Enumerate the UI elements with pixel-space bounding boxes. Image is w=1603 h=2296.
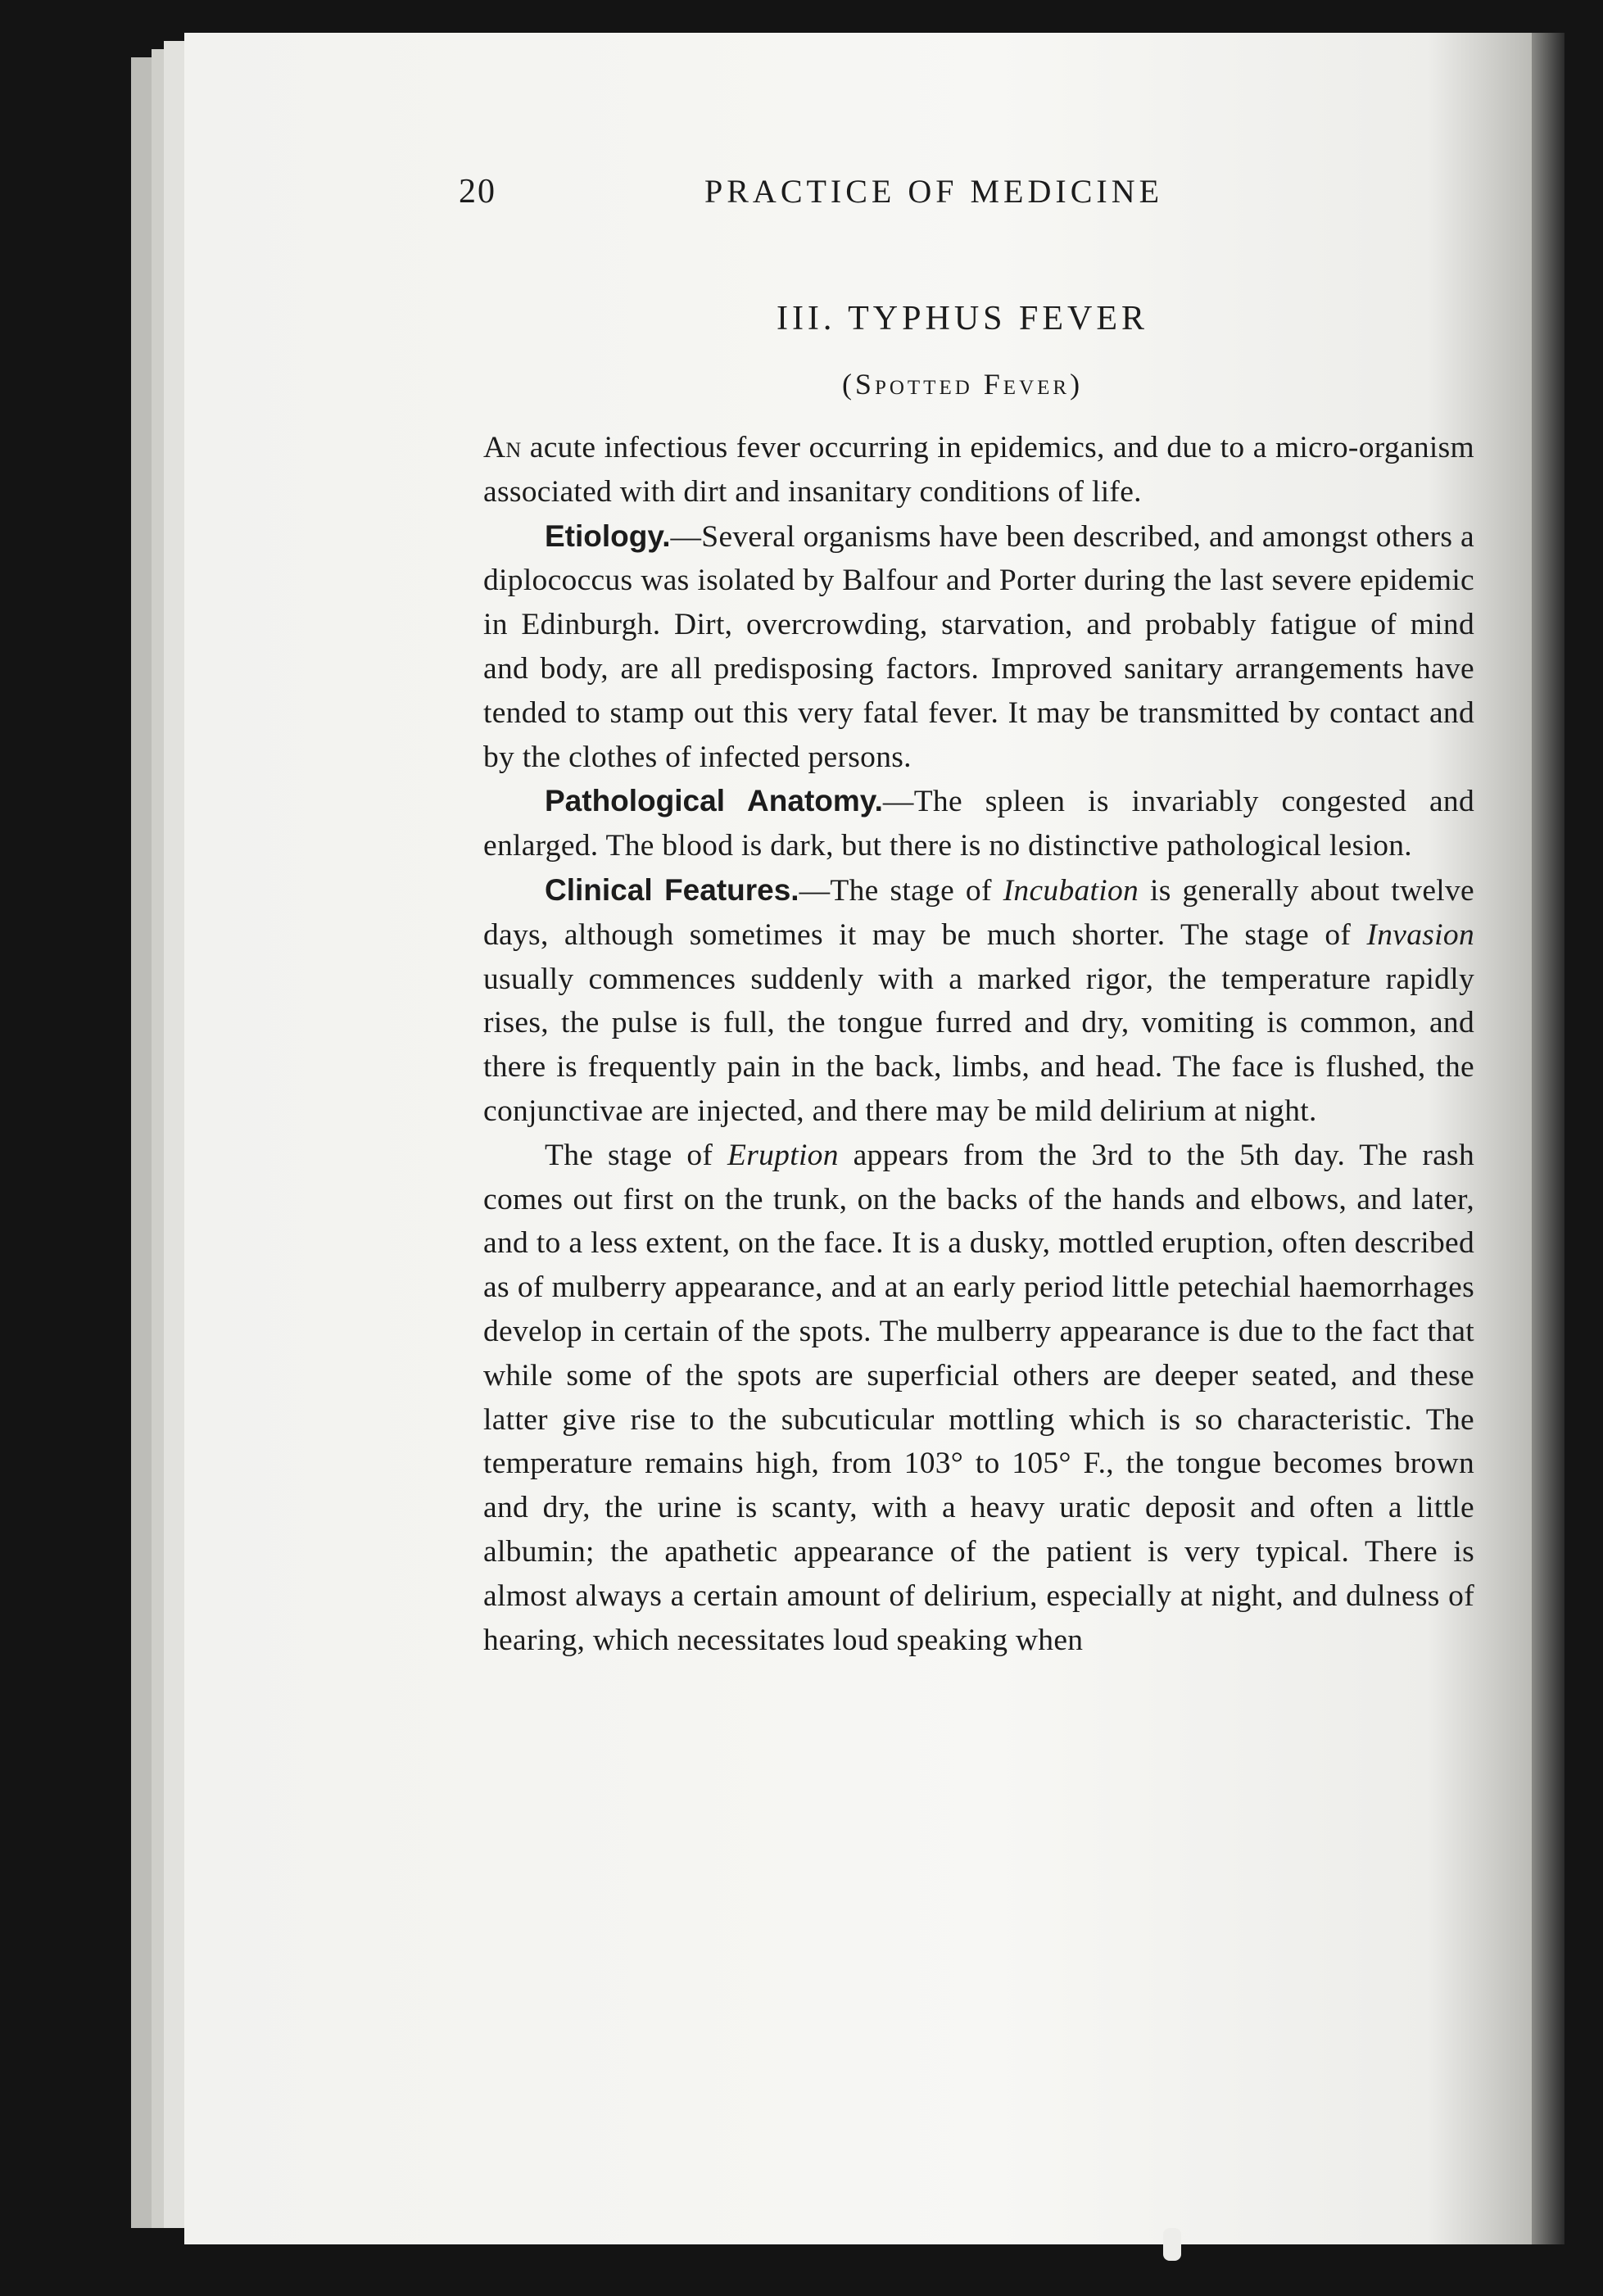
eruption-text-b: appears from the 3rd to the 5th day. The rash comes out first on the trunk, on the backs of the hands and elbows, and later, and to a less extent, on the face. It is a dusky, mottled eruption, often described as of mulberry appearance, and at an early period little petechial haemorrhages develop in certain of the spots. The mulberry appearance is due to the fact that while some of the spots are superficial others are deeper seated, and these latter give rise to the subcuticular mottling which is so characteristic. The temperature remains high, from 103° to 105° F., the tongue becomes brown and dry, the urine is scanty, with a heavy uratic deposit and often a little albumin; the apathetic appearance of the patient is very typical. There is almost always a certain amount of delirium, especially at night, and dulness of hearing, which necessitates loud speaking when	[483, 1138, 1474, 1657]
clinical-text-a: —The stage of	[799, 873, 1003, 908]
etiology-heading: Etiology.	[545, 519, 671, 553]
pathology-text: —The spleen is invariably congested and enlarged. The blood is dark, but there is no distinctive pathological lesion.	[483, 785, 1475, 863]
clinical-text-c: usually commences suddenly with a marked rigor, the temperature rapidly rises, the pulse is full, the tongue furred and dry, vomiting is common, and there is frequently pain in the back, limbs, and head. The face is flushed, the conjunctivae are injected, and there may be mild delirium at night.	[483, 962, 1474, 1128]
pathology-heading: Pathological Anatomy.	[545, 784, 883, 818]
pathology-paragraph	[483, 779, 1474, 868]
etiology-text: —Several organisms have been described, and amongst others a diplococcus was isolated by Balfour and Porter during the last severe epidemic in Edinburgh. Dirt, overcrowding, starvation, and probably fatigue of mind and body, are all predisposing factors. Improved sanitary arrangements have tended to stamp out this very fatal fever. It may be transmitted by contact and by the clothes of infected persons.	[483, 519, 1474, 774]
intro-paragraph	[483, 426, 1474, 514]
etiology-paragraph	[483, 514, 1474, 780]
term-invasion: Invasion	[1366, 917, 1474, 952]
running-head	[459, 172, 1360, 229]
clinical-heading: Clinical Features.	[545, 872, 799, 907]
scan-artifact	[1163, 2228, 1181, 2261]
clinical-text-b: is generally about twelve days, although sometimes it may be much shorter. The stage of	[483, 873, 1475, 952]
term-incubation: Incubation	[1003, 873, 1139, 908]
body-text	[483, 426, 1474, 1662]
eruption-text-a: The stage of	[545, 1138, 728, 1172]
clinical-paragraph	[483, 868, 1474, 1134]
eruption-paragraph	[483, 1134, 1474, 1663]
binding-shadow	[1532, 33, 1565, 2244]
intro-first-word: An	[483, 431, 522, 464]
term-eruption: Eruption	[727, 1138, 839, 1172]
intro-text: acute infectious fever occurring in epidemics, and due to a micro-organism associated with dirt and insanitary conditions of life.	[483, 431, 1474, 509]
chapter-title: III. TYPHUS FEVER	[776, 300, 1149, 337]
page-number: 20	[459, 173, 496, 211]
chapter-subtitle: (Spotted Fever)	[841, 368, 1084, 401]
running-title: PRACTICE OF MEDICINE	[704, 173, 1164, 210]
